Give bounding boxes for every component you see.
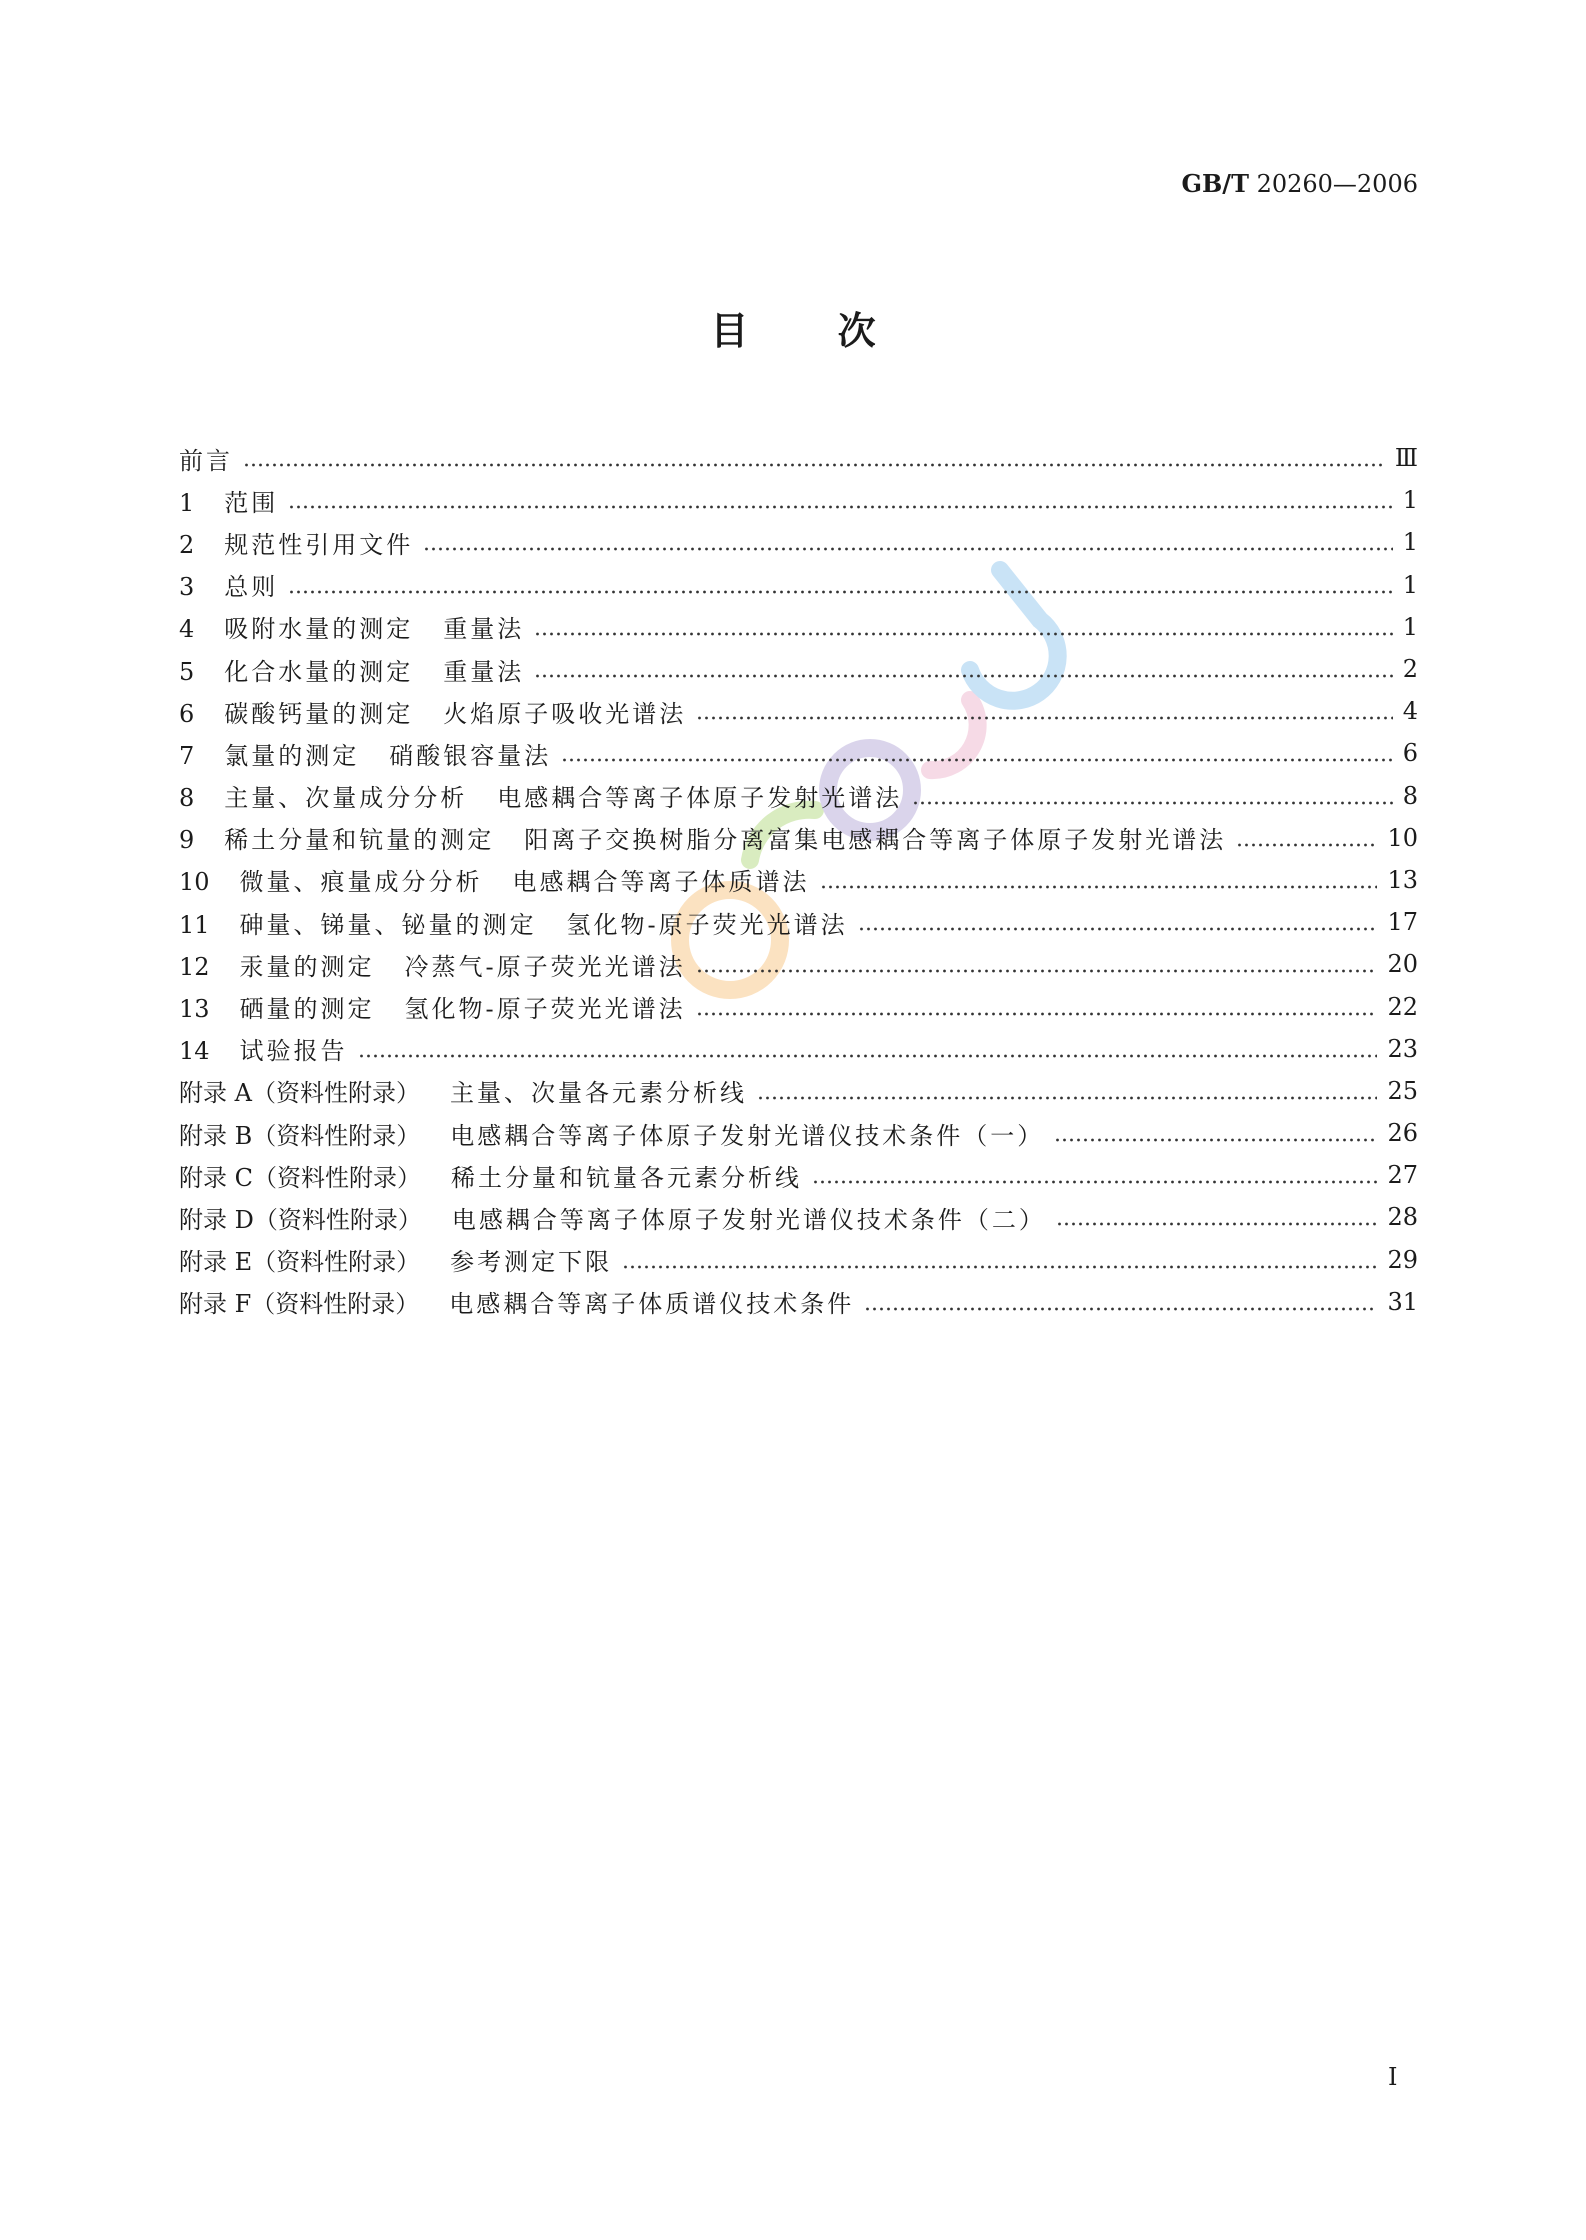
toc-entry-page: 1 [1402,570,1418,599]
toc-entry-number: 14 [179,1037,210,1066]
page-number: I [1388,2063,1398,2091]
toc-entry-number: 9 [179,826,195,855]
toc-entry-title: 试验报告 [239,1037,348,1066]
toc-entry-title: 吸附水量的测定 [224,615,414,644]
toc-leader-dots [534,657,1392,681]
toc-entry-number: 附录 E（资料性附录） [179,1248,421,1277]
toc-entry-label [179,862,810,897]
toc-entry-page: 10 [1387,823,1418,852]
toc-leader-dots [757,1079,1377,1103]
toc-entry-number: 10 [179,868,210,897]
toc-leader-dots [912,784,1392,808]
standard-code-number: 20260—2006 [1256,170,1418,198]
toc-entry [179,1070,1418,1112]
toc-leader-dots [622,1248,1377,1272]
toc-entry-method: 氢化物-原子荧光光谱法 [566,910,848,939]
toc-entry-page: 29 [1387,1245,1418,1274]
toc-entry-number: 3 [179,573,195,602]
toc-entry-number: 附录 B（资料性附录） [179,1121,421,1150]
toc-leader-dots [696,995,1378,1019]
toc-leader-dots [1236,826,1377,850]
toc-entry-page: 6 [1402,739,1418,768]
toc-entry-page: 1 [1402,612,1418,641]
toc-entry-number: 12 [179,952,210,981]
toc-entry [179,943,1418,985]
toc-entry-number: 4 [179,615,195,644]
toc-entry [179,817,1418,859]
toc-entry-label [179,778,902,813]
toc-entry-method: 重量法 [443,615,525,644]
table-of-contents [179,437,1418,1323]
toc-entry-page: 4 [1402,697,1418,726]
toc-entry-title: 氯量的测定 [224,741,360,770]
toc-entry-label [179,525,413,560]
toc-entry-label [179,947,686,982]
toc-entry-page: 13 [1387,865,1418,894]
toc-entry [179,859,1418,901]
toc-entry-page: 23 [1387,1034,1418,1063]
toc-entry [179,775,1418,817]
toc-entry-page: 1 [1402,528,1418,557]
toc-entry-label [179,989,686,1024]
toc-leader-dots [243,446,1385,470]
toc-entry [179,1239,1418,1281]
toc-entry-number: 5 [179,657,195,686]
toc-entry-number: 2 [179,530,195,559]
toc-entry-title: 电感耦合等离子体原子发射光谱仪技术条件（一） [450,1121,1045,1150]
toc-entry-page: 20 [1387,950,1418,979]
toc-leader-dots [534,615,1392,639]
toc-entry-title: 主量、次量各元素分析线 [449,1079,747,1108]
toc-entry-number: 13 [179,995,210,1024]
toc-entry-label [179,1158,802,1193]
toc-entry-label [179,694,686,729]
toc-entry-title: 规范性引用文件 [224,530,414,559]
page-title: 目 次 [710,308,876,353]
toc-entry-title: 化合水量的测定 [224,657,414,686]
toc-entry-page: 1 [1402,486,1418,515]
toc-leader-dots [812,1163,1377,1187]
toc-leader-dots [561,741,1392,765]
toc-entry-page: Ⅲ [1394,444,1418,473]
toc-entry [179,564,1418,606]
toc-entry-method: 重量法 [443,657,525,686]
toc-entry-page: 17 [1387,908,1418,937]
toc-entry-title: 主量、次量成分分析 [224,784,468,813]
standard-code-prefix: GB/T [1181,169,1249,198]
toc-entry-method: 硝酸银容量法 [389,741,552,770]
toc-leader-dots [696,952,1378,976]
toc-entry [179,437,1418,479]
toc-entry-label [179,567,278,602]
toc-entry-page: 2 [1402,655,1418,684]
toc-entry-title: 稀土分量和钪量的测定 [224,826,495,855]
toc-entry-label [179,652,524,687]
toc-entry [179,648,1418,690]
toc-entry-page: 27 [1387,1161,1418,1190]
toc-leader-dots [288,488,1392,512]
toc-entry-number: 1 [179,488,195,517]
toc-entry-label [179,1031,348,1066]
toc-leader-dots [820,868,1378,892]
toc-leader-dots [864,1290,1377,1314]
toc-leader-dots [1054,1121,1377,1145]
toc-entry [179,690,1418,732]
toc-entry-title: 总则 [224,573,279,602]
toc-entry [179,901,1418,943]
toc-entry [179,732,1418,774]
toc-entry-number: 6 [179,699,195,728]
toc-entry-page: 25 [1387,1076,1418,1105]
toc-entry [179,479,1418,521]
toc-entry-method: 冷蒸气-原子荧光光谱法 [404,952,686,981]
toc-entry-method: 阳离子交换树脂分离富集电感耦合等离子体原子发射光谱法 [524,826,1227,855]
toc-entry-method: 电感耦合等离子体质谱法 [512,868,810,897]
toc-entry-method: 火焰原子吸收光谱法 [443,699,687,728]
toc-entry-number: 7 [179,741,195,770]
toc-entry-number: 附录 D（资料性附录） [179,1205,422,1234]
toc-leader-dots [358,1037,1378,1061]
toc-entry-page: 26 [1387,1119,1418,1148]
toc-entry [179,1112,1418,1154]
toc-entry-title: 前言 [179,446,233,475]
toc-entry-label [179,483,278,518]
toc-entry [179,1028,1418,1070]
toc-leader-dots [288,573,1392,597]
toc-entry-label [179,441,233,476]
toc-entry-title: 碳酸钙量的测定 [224,699,414,728]
toc-entry-method: 电感耦合等离子体原子发射光谱法 [497,784,903,813]
toc-entry [179,1196,1418,1238]
toc-entry-label [179,736,551,771]
toc-entry-page: 31 [1387,1287,1418,1316]
toc-entry [179,1154,1418,1196]
toc-leader-dots [1056,1205,1378,1229]
toc-entry [179,606,1418,648]
toc-entry-title: 电感耦合等离子体质谱仪技术条件 [449,1290,855,1319]
toc-entry-number: 附录 F（资料性附录） [179,1290,420,1319]
toc-entry-title: 硒量的测定 [239,995,375,1024]
toc-entry-method: 氢化物-原子荧光光谱法 [404,995,686,1024]
toc-entry-page: 8 [1402,781,1418,810]
toc-entry-title: 电感耦合等离子体原子发射光谱仪技术条件（二） [451,1205,1046,1234]
toc-entry-label [179,609,524,644]
standard-code [1182,168,1418,200]
toc-entry-page: 22 [1387,992,1418,1021]
toc-entry-label [179,820,1226,855]
toc-entry-label [179,1116,1044,1151]
toc-entry-title: 砷量、锑量、铋量的测定 [239,910,537,939]
toc-entry-label [179,1284,854,1319]
toc-entry-title: 参考测定下限 [450,1248,613,1277]
toc-entry-label [179,1073,747,1108]
toc-entry-title: 范围 [224,488,279,517]
toc-entry [179,521,1418,563]
toc-entry-number: 8 [179,784,195,813]
toc-entry-number: 附录 A（资料性附录） [179,1079,420,1108]
toc-entry-label [179,1242,612,1277]
toc-entry-title: 稀土分量和钪量各元素分析线 [451,1163,802,1192]
toc-entry-label [179,1200,1046,1235]
toc-entry [179,1281,1418,1323]
toc-entry-label [179,905,848,940]
toc-entry-page: 28 [1387,1203,1418,1232]
toc-entry-number: 11 [179,910,210,939]
toc-entry [179,985,1418,1027]
toc-leader-dots [696,699,1392,723]
toc-entry-title: 微量、痕量成分分析 [239,868,483,897]
toc-leader-dots [858,910,1378,934]
toc-entry-number: 附录 C（资料性附录） [179,1163,421,1192]
toc-entry-title: 汞量的测定 [239,952,375,981]
toc-leader-dots [423,530,1392,554]
